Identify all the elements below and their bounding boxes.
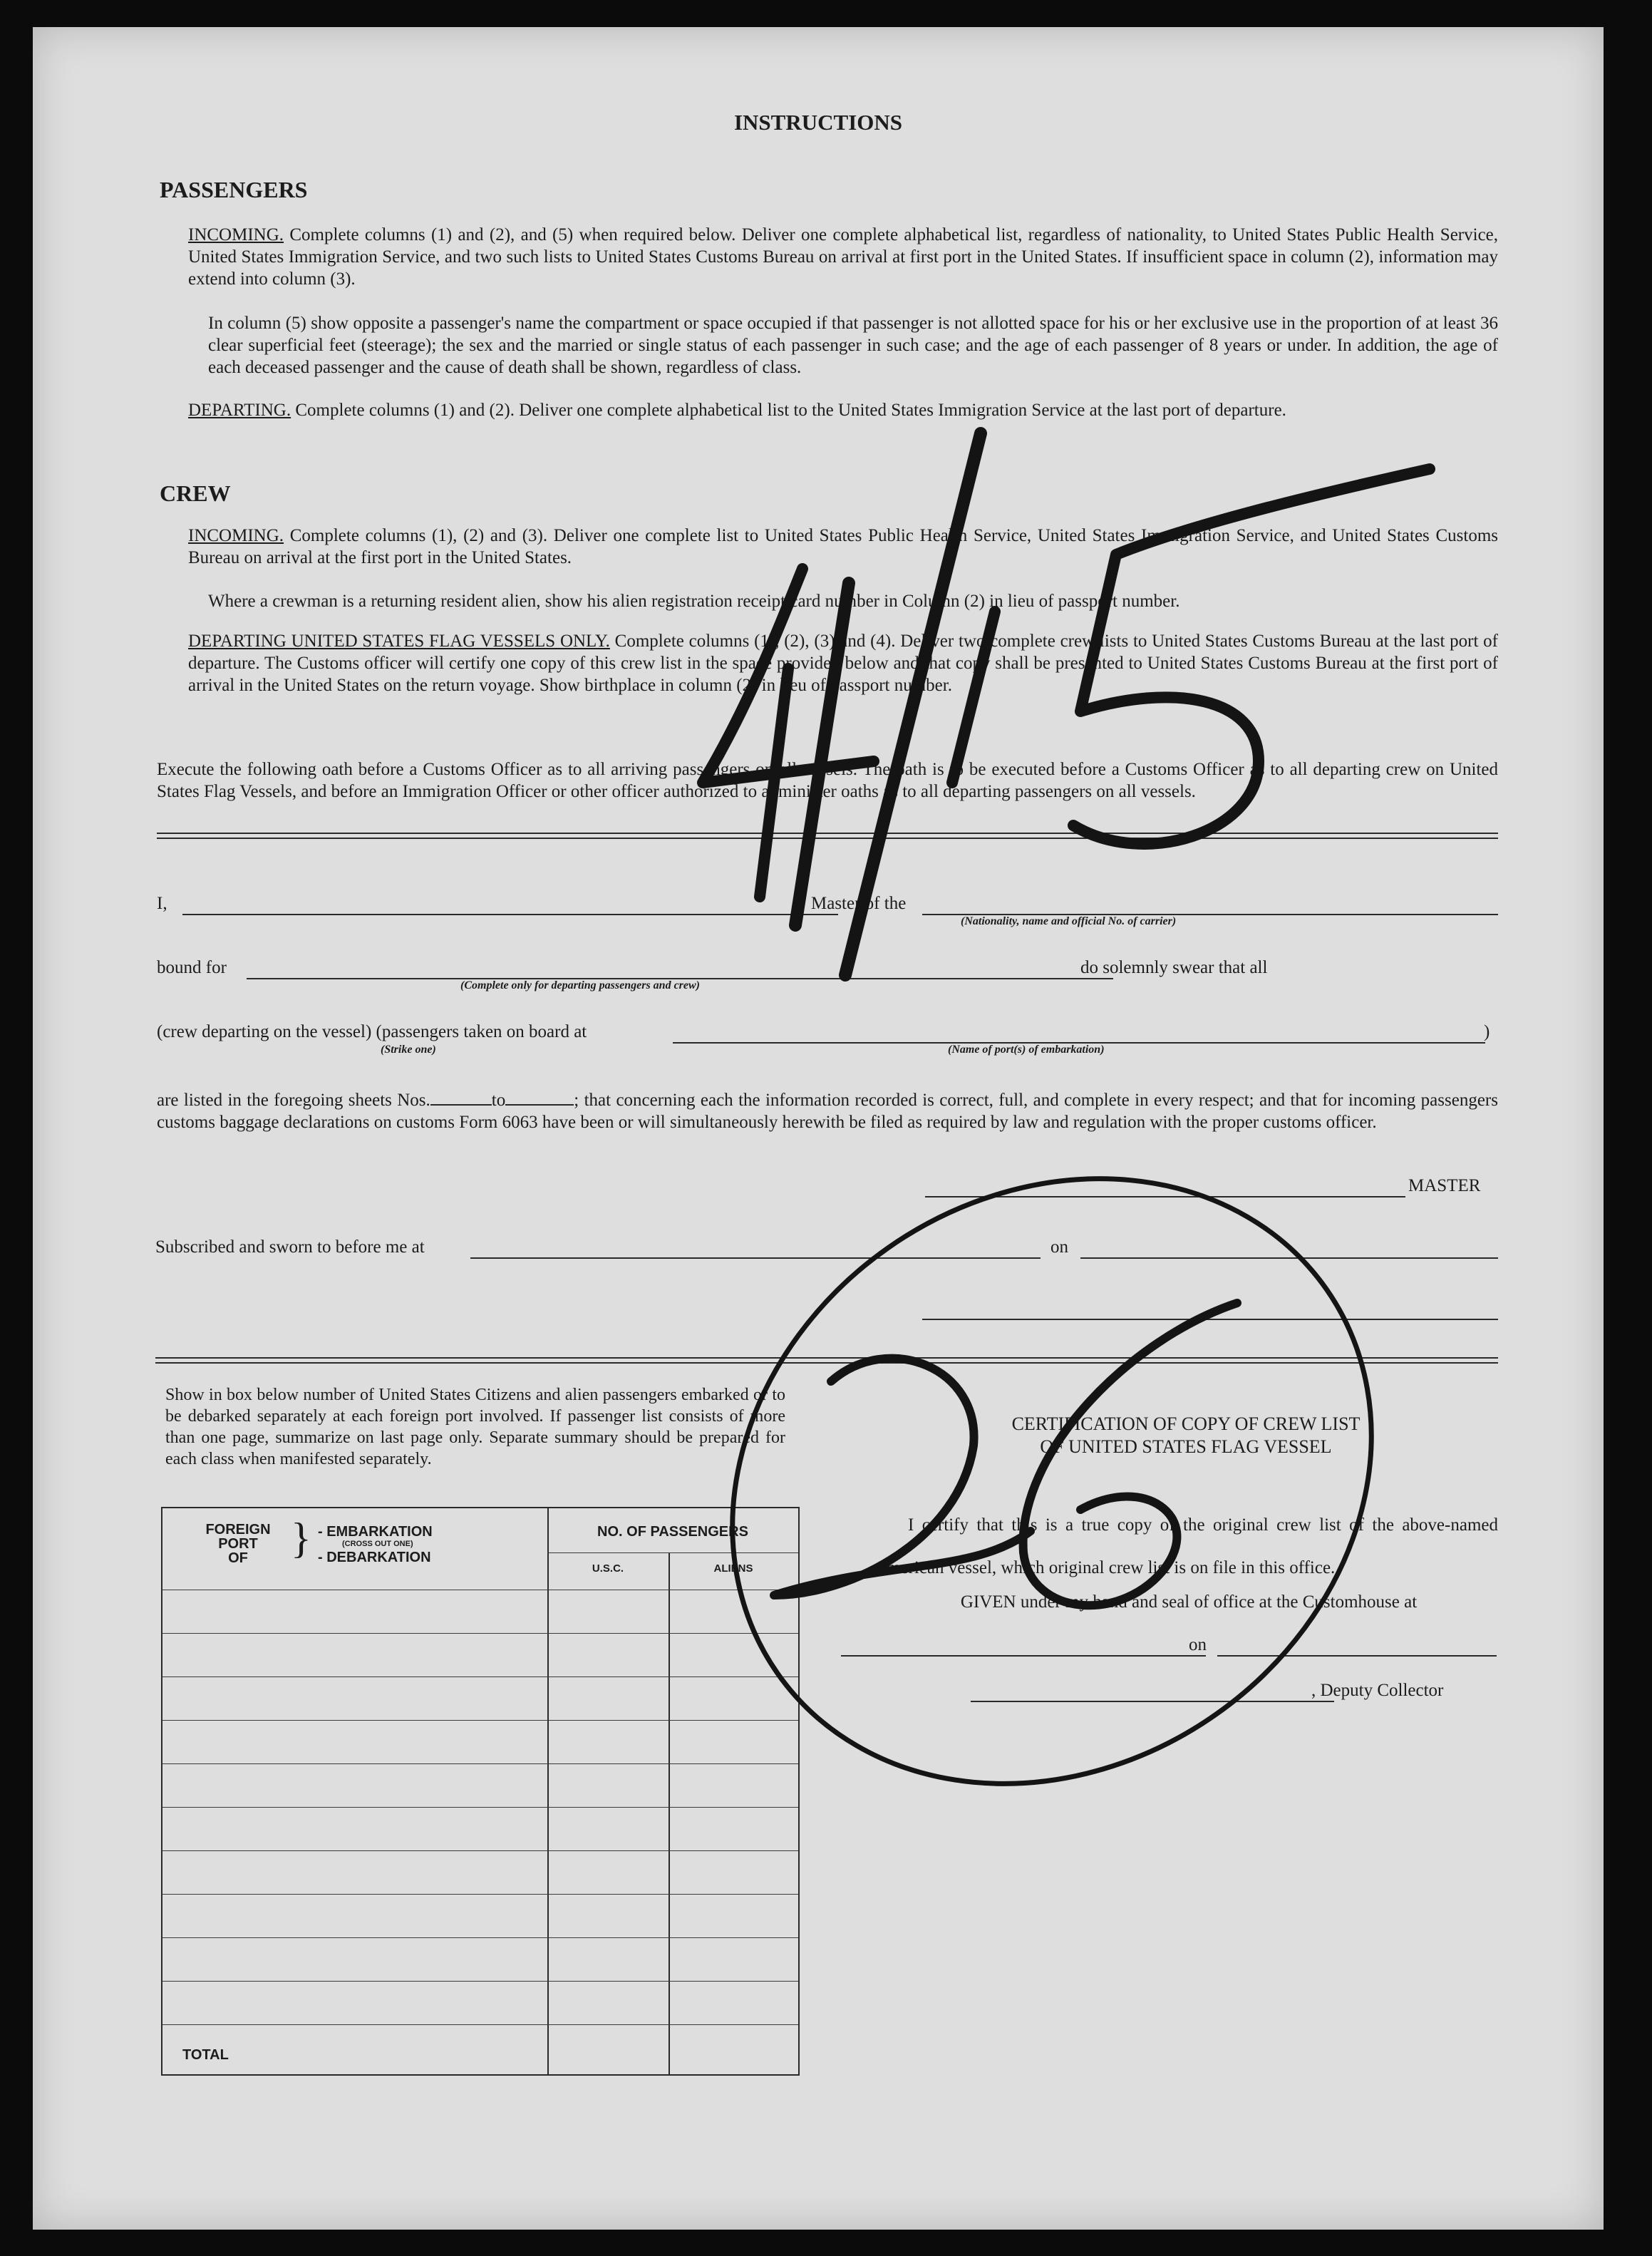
usc-header: U.S.C.	[592, 1562, 624, 1575]
certify-text: I certify that this is a true copy of the original crew list of the above-named American vessel, which original crew list is on file in this office.	[874, 1515, 1498, 1577]
master-label: MASTER	[1408, 1176, 1481, 1195]
close-paren: )	[1484, 1022, 1490, 1041]
crew-departing-vessel-label: (crew departing on the vessel) (passengers taken on board at	[157, 1022, 587, 1041]
handwritten-slash	[845, 433, 981, 975]
passengers-heading: PASSENGERS	[160, 177, 308, 202]
listed-to: to	[491, 1091, 506, 1110]
listed-part1: are listed in the foregoing sheets Nos.	[157, 1091, 430, 1110]
handwritten-5	[1073, 469, 1430, 844]
solemnly-swear-label: do solemnly swear that all	[1080, 958, 1268, 977]
listed-part2: ; that concerning each the information recorded is correct, full, and complete in every respect; and that for incoming passengers customs baggage declarations on customs Form 6063 have been or will simultaneously herewith be filed as required by law and regulation with the proper customs officer.	[157, 1091, 1498, 1132]
column5-paragraph: In column (5) show opposite a passenger's name the compartment or space occupied if that passenger is not allotted space for his or her exclusive use in the proportion of at least 36 clear superficial feet (steerage); the sex and the married or single status of each passenger in such case; and the age of each passenger of 8 years or under. In addition, the age of each deceased passenger and the cause of death shall be shown, regardless of class.	[208, 314, 1498, 377]
passengers-incoming-text: Complete columns (1) and (2), and (5) when required below. Deliver one complete alphabetical list, regardless of nationality, to United States Public Health Service, United States Immigration Service, and two such lists to United States Customs Bureau on arrival at first port in the United States. If insufficient space in column (2), information may extend into column (3).	[188, 225, 1499, 289]
complete-only-caption: (Complete only for departing passengers and crew)	[460, 979, 700, 991]
crew-departing-label: DEPARTING UNITED STATES FLAG VESSELS ONLY.	[188, 632, 610, 651]
subscribed-on-label: on	[1050, 1237, 1068, 1257]
oath-i-label: I,	[157, 894, 167, 913]
passengers-departing-text: Complete columns (1) and (2). Deliver one complete alphabetical list to the United States Immigration Service at the last port of departure.	[295, 401, 1286, 420]
passengers-incoming-label: INCOMING.	[188, 225, 284, 244]
crew-heading: CREW	[160, 480, 231, 506]
crew-departing-text: Complete columns (1), (2), (3) and (4). Deliver two complete crew lists to United States Customs Bureau at the last port of departure. The Customs officer will certify one copy of this crew list in the space provided below and that copy shall be presented to United States Customs Bureau at the first port of arrival in the United States on the return voyage. Show birthplace in column (2) in lieu of passport number.	[188, 632, 1498, 695]
subscribed-label: Subscribed and sworn to before me at	[155, 1237, 425, 1257]
handwriting-numbers-top	[1031, 740, 1032, 741]
handwritten-4-stem	[795, 583, 849, 925]
crew-incoming-label: INCOMING.	[188, 526, 284, 545]
port-caption: (Name of port(s) of embarkation)	[948, 1044, 1105, 1056]
crew-alien-paragraph: Where a crewman is a returning resident alien, show his alien registration receipt card number in Column (2) in lieu of passport number.	[208, 592, 1180, 611]
oath-intro: Execute the following oath before a Customs Officer as to all arriving passengers on all vessels. The oath is to be executed before a Customs Officer as to all departing crew on United States Flag Vessels, and before an Immigration Officer or other officer authorized to administer oaths as to all departing passengers on all vessels.	[157, 760, 1498, 801]
deputy-collector-label: , Deputy Collector	[1311, 1681, 1444, 1700]
foreign-word: FOREIGN	[205, 1522, 271, 1538]
handwritten-2	[774, 1359, 1031, 1595]
certification-title-line2: OF UNITED STATES FLAG VESSEL	[1040, 1436, 1332, 1457]
summary-instructions: Show in box below number of United States Citizens and alien passengers embarked or to be debarked separately at each foreign port involved. If passenger list consists of more than one page, summarize on last page only. Separate summary should be prepared for each class when manifested separately.	[165, 1386, 785, 1468]
given-text: GIVEN under my hand and seal of office at the Customhouse at	[960, 1592, 1418, 1612]
handwriting-overlay	[33, 27, 1604, 2230]
crew-incoming-text: Complete columns (1), (2) and (3). Deliver one complete list to United States Public Health Service, United States Immigration Service, and United States Customs Bureau on arrival at the first port in the United States.	[188, 526, 1498, 567]
cross-out-one-header: (CROSS OUT ONE)	[342, 1540, 413, 1548]
handwritten-1	[952, 612, 995, 783]
master-of-the-label: Master of the	[811, 894, 907, 913]
of-word: OF	[228, 1550, 248, 1566]
no-of-passengers-header: NO. OF PASSENGERS	[597, 1524, 748, 1540]
document-page	[33, 27, 1604, 2230]
certification-title-line1: CERTIFICATION OF COPY OF CREW LIST	[1011, 1413, 1361, 1434]
page-title: INSTRUCTIONS	[733, 110, 902, 135]
cert-on-label: on	[1189, 1635, 1207, 1654]
embarkation-header: - EMBARKATION	[318, 1524, 433, 1540]
aliens-header: ALIENS	[713, 1562, 753, 1575]
bound-for-label: bound for	[157, 958, 227, 977]
debarkation-header: - DEBARKATION	[318, 1550, 431, 1565]
bracket-glyph: }	[291, 1515, 311, 1562]
passengers-departing-label: DEPARTING.	[188, 401, 291, 420]
handwritten-6	[1023, 1303, 1237, 1605]
port-word: PORT	[218, 1536, 258, 1552]
total-label: TOTAL	[182, 2047, 229, 2063]
nationality-caption: (Nationality, name and official No. of carrier)	[961, 915, 1177, 927]
strike-one-caption: (Strike one)	[381, 1044, 436, 1056]
handwritten-circle	[614, 1056, 1490, 1907]
